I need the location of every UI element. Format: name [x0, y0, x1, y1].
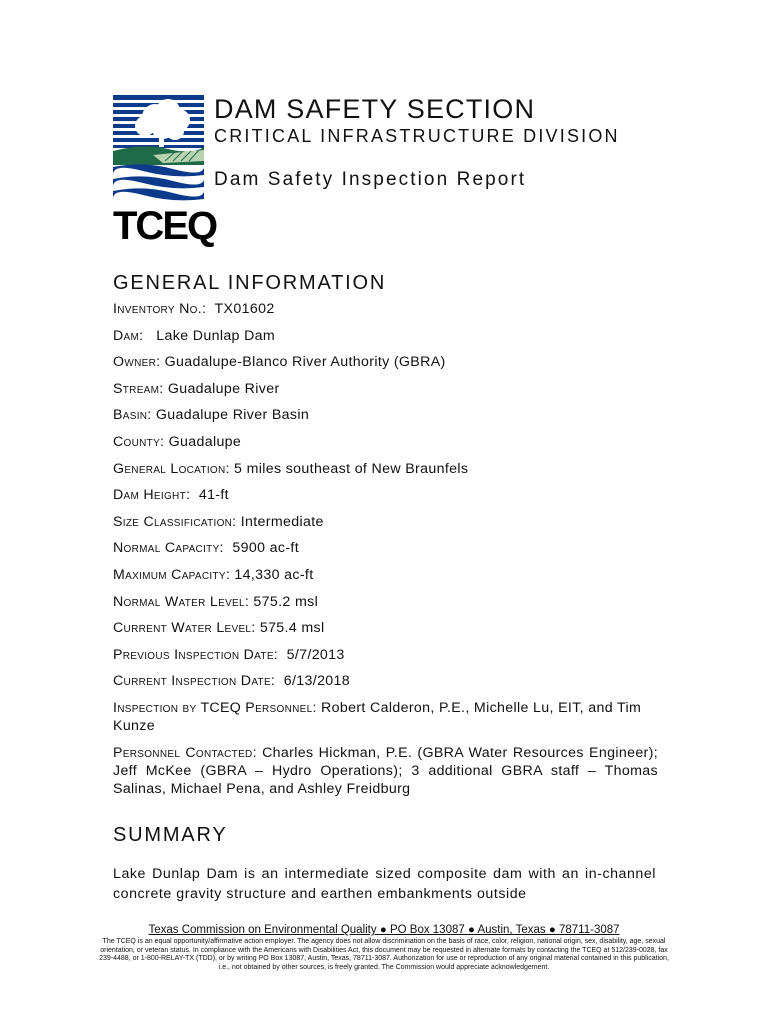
- info-label: Owner:: [113, 354, 161, 371]
- info-row-size-classification: [113, 513, 658, 531]
- info-row-normal-water-level: [113, 593, 658, 611]
- info-value: 14,330 ac-ft: [234, 566, 314, 583]
- logo-wordmark: TCEQ: [113, 204, 217, 248]
- footer-notice: The TCEQ is an equal opportunity/affirmative action employer. The agency does not allow discrimination on the basis of race, color, religion, national origin, sex, disability, age, sexual orientation, or veteran status. In compliance with the Americans with Disabilities Act, this document may be requested in alternate formats by contacting the TCEQ at 512/239-0028, fax 239-4488, or 1-800-RELAY-TX (TDD), or by writing PO Box 13087, Austin, Texas, 78711-3087. Authorization for use or reproduction of any original material contained in this publication, i.e., not obtained by other sources, is freely granted. The Commission would appreciate acknowledgement.: [99, 938, 669, 971]
- info-value: 575.4 msl: [259, 620, 325, 637]
- info-value: Lake Dunlap Dam: [156, 327, 276, 344]
- info-value: TX01602: [214, 301, 275, 317]
- info-value: Intermediate: [240, 513, 324, 530]
- info-label: Current Water Level:: [113, 620, 256, 637]
- info-row-dam-height: [113, 486, 658, 504]
- general-information-list: [113, 300, 658, 806]
- info-value: 5 miles southeast of New Braunfels: [234, 460, 469, 477]
- info-label: Dam Height:: [113, 487, 191, 504]
- info-value: 5900 ac-ft: [232, 540, 299, 557]
- info-label: Current Inspection Date:: [113, 673, 276, 690]
- footer-address: Texas Commission on Environmental Quality ● PO Box 13087 ● Austin, Texas ● 78711-3087: [148, 924, 620, 936]
- section-title: DAM SAFETY SECTION: [214, 94, 536, 124]
- info-value: Charles Hickman, P.E. (GBRA Water Resources Engineer); Jeff McKee (GBRA – Hydro Operations); 3 additional GBRA staff – Thomas Salinas, Michael Pena, and Ashley Freidburg: [113, 744, 658, 797]
- info-row-previous-inspection: [113, 646, 658, 664]
- info-label: Personnel Contacted:: [113, 744, 257, 761]
- info-value: Guadalupe: [168, 433, 242, 450]
- division-title: CRITICAL INFRASTRUCTURE DIVISION: [214, 126, 620, 146]
- info-value: Guadalupe-Blanco River Authority (GBRA): [164, 354, 446, 371]
- info-row-maximum-capacity: [113, 566, 658, 584]
- info-label: Inventory No.:: [113, 301, 207, 317]
- info-label: Basin:: [113, 407, 152, 424]
- info-row-basin: [113, 406, 658, 424]
- info-label: County:: [113, 433, 165, 450]
- info-row-location: [113, 460, 658, 478]
- summary-heading: SUMMARY: [113, 824, 228, 846]
- info-row-normal-capacity: [113, 539, 658, 557]
- info-row-current-water-level: [113, 619, 658, 637]
- info-row-dam: [113, 327, 658, 345]
- info-value: 41-ft: [198, 487, 229, 504]
- info-label: Stream:: [113, 380, 164, 397]
- info-row-current-inspection: [113, 672, 658, 690]
- info-label: Normal Water Level:: [113, 593, 250, 610]
- info-label: Previous Inspection Date:: [113, 646, 279, 663]
- info-row-county: [113, 433, 658, 451]
- info-row-stream: [113, 380, 658, 398]
- info-value: Guadalupe River Basin: [155, 407, 310, 424]
- report-title: Dam Safety Inspection Report: [214, 169, 527, 190]
- info-value: Robert Calderon, P.E., Michelle Lu, EIT, and Tim Kunze: [113, 699, 642, 734]
- general-information-heading: GENERAL INFORMATION: [113, 272, 387, 294]
- info-label: Normal Capacity:: [113, 540, 224, 557]
- info-row-inspection-personnel: [113, 699, 658, 735]
- info-value: Guadalupe River: [167, 380, 280, 397]
- info-value: 575.2 msl: [253, 593, 319, 610]
- info-label: Maximum Capacity:: [113, 566, 231, 583]
- info-row-owner: [113, 353, 658, 371]
- tceq-logo-icon: [113, 95, 204, 205]
- info-label: General Location:: [113, 460, 230, 477]
- info-label: Inspection by TCEQ Personnel:: [113, 699, 317, 716]
- info-label: Dam:: [113, 327, 144, 344]
- tceq-logo: [113, 95, 217, 248]
- summary-text: Lake Dunlap Dam is an intermediate sized composite dam with an in-channel concrete gravity structure and earthen embankments outside: [113, 866, 656, 902]
- info-label: Size Classification:: [113, 513, 237, 530]
- info-row-personnel-contacted: [113, 744, 658, 798]
- info-value: 5/7/2013: [286, 646, 345, 663]
- info-row-inventory: [113, 300, 658, 318]
- info-value: 6/13/2018: [283, 673, 351, 690]
